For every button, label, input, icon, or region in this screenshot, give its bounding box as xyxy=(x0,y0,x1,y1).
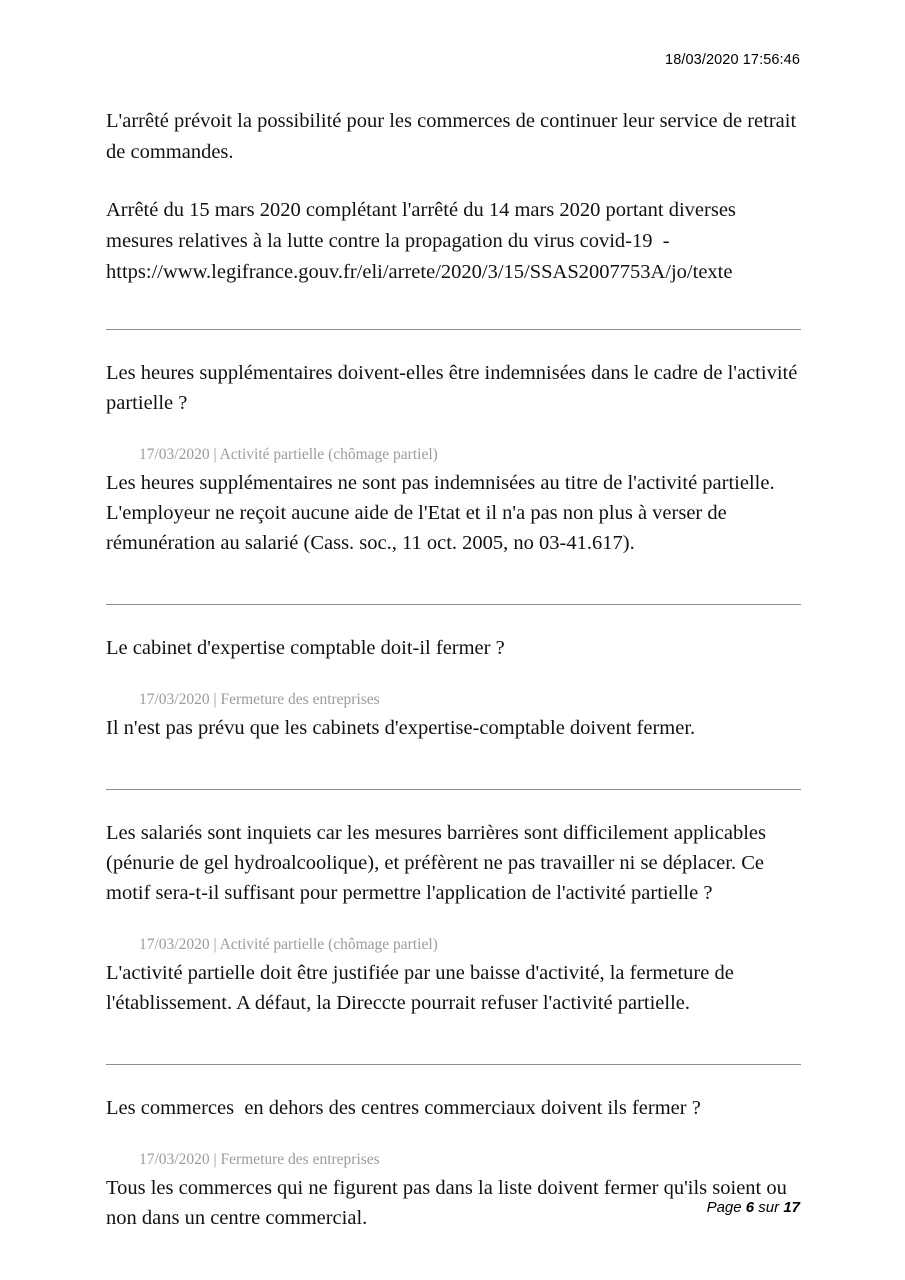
answer-text: Tous les commerces qui ne figurent pas dans la liste doivent fermer qu'ils soient ou non dans un centre commercial. xyxy=(106,1177,792,1229)
qa-block xyxy=(106,329,802,558)
question-text: Les commerces en dehors des centres commerciaux doivent ils fermer ? xyxy=(106,1097,701,1119)
qa-block xyxy=(106,789,802,1018)
question-meta: 17/03/2020 | Fermeture des entreprises xyxy=(139,691,380,708)
question-meta: 17/03/2020 | Fermeture des entreprises xyxy=(139,1151,380,1168)
answer-text: L'activité partielle doit être justifiée par une baisse d'activité, la fermeture de l'établissement. A défaut, la Direccte pourrait refuser l'activité partielle. xyxy=(106,962,739,1014)
intro-paragraph-1: L'arrêté prévoit la possibilité pour les commerces de continuer leur service de retrait de commandes. xyxy=(106,110,802,163)
answer-text: Les heures supplémentaires ne sont pas indemnisées au titre de l'activité partielle. L'employeur ne reçoit aucune aide de l'Etat et il n'a pas non plus à verser de rémunération au salarié (Cass. soc., 11 oct. 2005, no 03-41.617). xyxy=(106,472,780,554)
question-text: Les salariés sont inquiets car les mesures barrières sont difficilement applicables (pénurie de gel hydroalcoolique), et préfèrent ne pas travailler ni se déplacer. Ce motif sera-t-il suffisant pour permettre l'application de l'activité partielle ? xyxy=(106,822,772,904)
spacer xyxy=(106,1018,802,1064)
footer-current-page: 6 xyxy=(745,1199,755,1216)
page-footer xyxy=(690,1182,800,1233)
answer-text: Il n'est pas prévu que les cabinets d'expertise-comptable doivent fermer. xyxy=(106,717,696,739)
question-meta: 17/03/2020 | Activité partielle (chômage partiel) xyxy=(139,446,438,463)
question-text: Le cabinet d'expertise comptable doit-il fermer ? xyxy=(106,637,505,659)
document-content xyxy=(106,106,802,1233)
footer-total-pages: 17 xyxy=(783,1199,800,1216)
footer-prefix: Page xyxy=(706,1199,746,1216)
question-meta: 17/03/2020 | Activité partielle (chômage partiel) xyxy=(139,936,438,953)
footer-middle: sur xyxy=(754,1199,784,1216)
page-header-timestamp: 18/03/2020 17:56:46 xyxy=(665,52,800,68)
intro-paragraph-2: Arrêté du 15 mars 2020 complétant l'arrêté du 14 mars 2020 portant diverses mesures relatives à la lutte contre la propagation du virus covid-19 - https://www.legifrance.gouv.fr/eli/arrete/2020/3/15/SSAS2007753A/jo/texte xyxy=(106,199,742,283)
qa-block xyxy=(106,604,802,743)
spacer xyxy=(106,288,802,329)
question-text: Les heures supplémentaires doivent-elles être indemnisées dans le cadre de l'activité partielle ? xyxy=(106,362,803,414)
spacer xyxy=(106,558,802,604)
spacer xyxy=(106,743,802,789)
